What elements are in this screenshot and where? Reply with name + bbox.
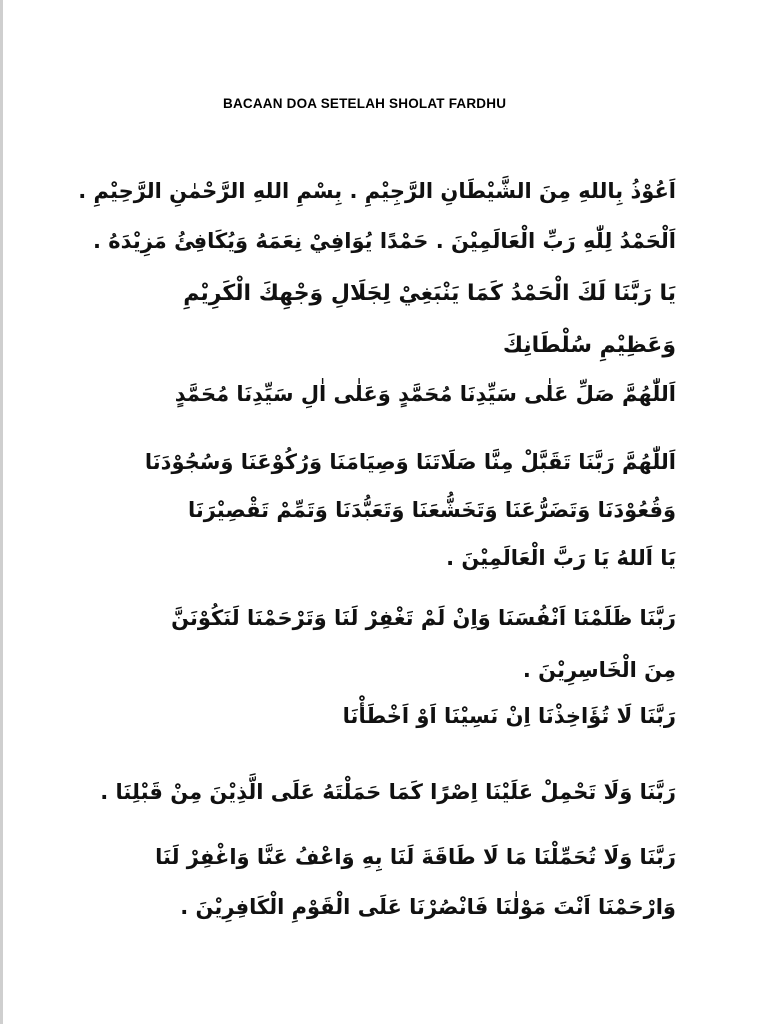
prayer-line: رَبَّنَا ظَلَمْنَا اَنْفُسَنَا وَاِنْ لَمْ تَغْفِرْ لَنَا وَتَرْحَمْنَا لَنَكُوْنَنَّ <box>171 606 676 630</box>
prayer-line: وَعَظِيْمِ سُلْطَانِكَ <box>502 333 676 358</box>
prayer-block-taawudz <box>76 166 676 266</box>
prayer-line: اَعُوْذُ بِاللهِ مِنَ الشَّيْطَانِ الرَّجِيْمِ . بِسْمِ اللهِ الرَّحْمٰنِ الرَّحِيْمِ . <box>78 179 676 203</box>
prayer-block-hamdu <box>76 268 676 372</box>
prayer-block-sholawat <box>76 372 676 416</box>
prayer-line: اَللّٰهُمَّ رَبَّنَا تَقَبَّلْ مِنَّا صَلَاتَنَا وَصِيَامَنَا وَرُكُوْعَنَا وَسُجُوْدَنَا <box>144 450 676 474</box>
page-title: BACAAN DOA SETELAH SHOLAT FARDHU <box>223 96 507 111</box>
prayer-block-la-tuhammilna <box>76 832 676 932</box>
prayer-block-taqabbal <box>76 438 676 582</box>
prayer-line: وَقُعُوْدَنَا وَتَضَرُّعَنَا وَتَخَشُّعَنَا وَتَعَبُّدَنَا وَتَمِّمْ تَقْصِيْرَنَا <box>187 498 676 522</box>
prayer-block-la-tuakhidzna <box>76 694 676 738</box>
prayer-line: مِنَ الْخَاسِرِيْنَ . <box>522 658 676 682</box>
prayer-line: وَارْحَمْنَا اَنْتَ مَوْلٰنَا فَانْصُرْنَا عَلَى الْقَوْمِ الْكَافِرِيْنَ . <box>180 895 676 919</box>
prayer-line: يَا اَللهُ يَا رَبَّ الْعَالَمِيْنَ . <box>446 546 676 570</box>
prayer-line: اَلْحَمْدُ لِلّٰهِ رَبِّ الْعَالَمِيْنَ . حَمْدًا يُوَافِيْ نِعَمَهُ وَيُكَافِئُ مَزِيْدَهُ . <box>93 229 676 253</box>
prayer-block-la-tahmil <box>76 770 676 814</box>
prayer-line: يَا رَبَّنَا لَكَ الْحَمْدُ كَمَا يَنْبَغِيْ لِجَلَالِ وَجْهِكَ الْكَرِيْمِ <box>183 281 676 306</box>
prayer-line: رَبَّنَا وَلَا تُحَمِّلْنَا مَا لَا طَاقَةَ لَنَا بِهِ وَاعْفُ عَنَّا وَاغْفِرْ لَنَا <box>155 845 676 869</box>
page-left-edge <box>0 0 3 1024</box>
prayer-line: اَللّٰهُمَّ صَلِّ عَلٰى سَيِّدِنَا مُحَمَّدٍ وَعَلٰى اٰلِ سَيِّدِنَا مُحَمَّدٍ <box>174 382 676 406</box>
prayer-line: رَبَّنَا وَلَا تَحْمِلْ عَلَيْنَا اِصْرًا كَمَا حَمَلْتَهُ عَلَى الَّذِيْنَ مِنْ قَبْلِنَا . <box>100 780 676 804</box>
prayer-line: رَبَّنَا لَا تُؤَاخِذْنَا اِنْ نَسِيْنَا اَوْ اَخْطَأْنَا <box>342 704 676 728</box>
prayer-block-dzalamna <box>76 592 676 696</box>
